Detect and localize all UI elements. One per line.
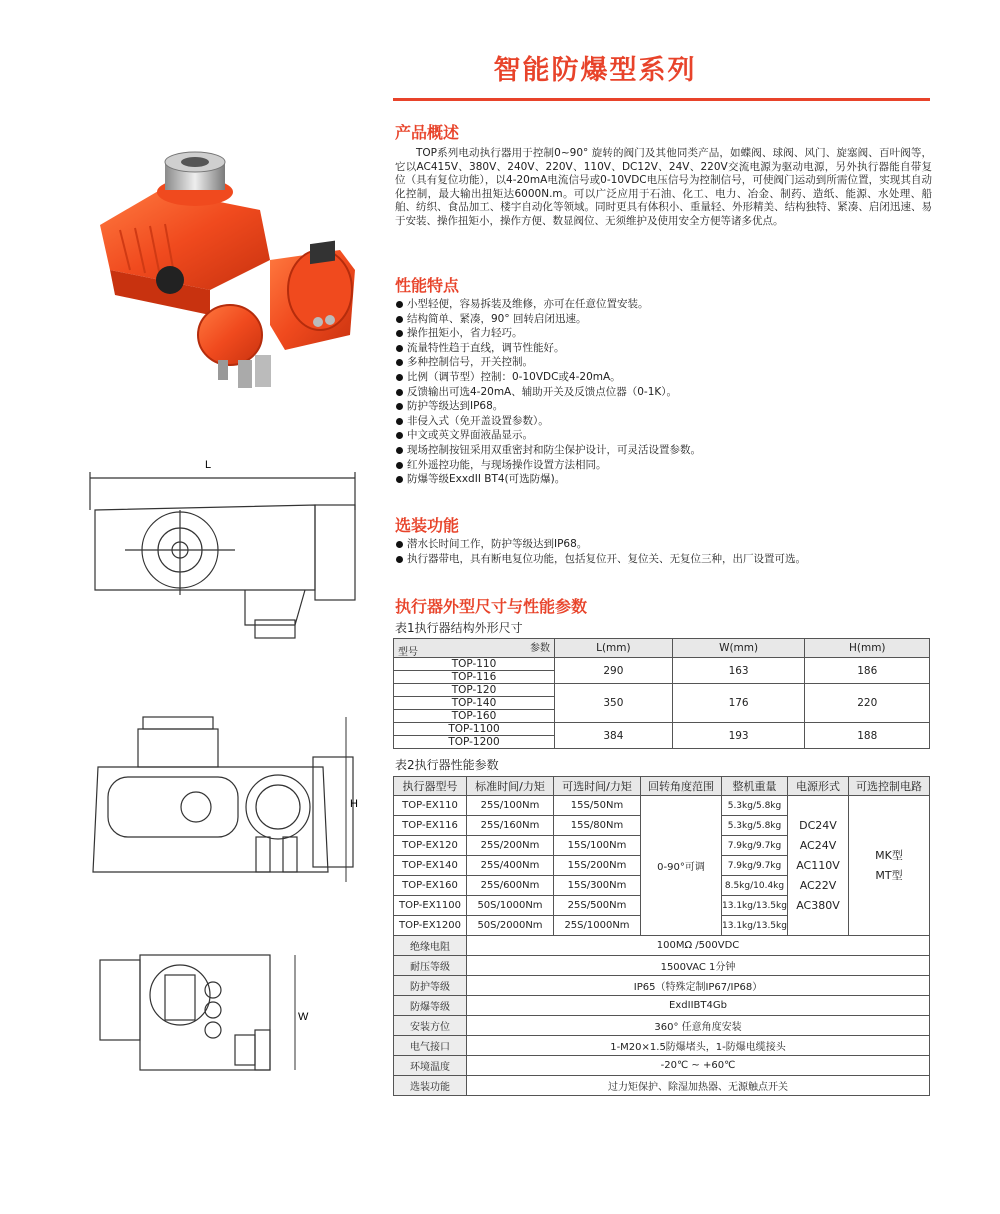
list-item: 防护等级达到IP68。: [395, 399, 701, 414]
control-item: MK型: [875, 848, 903, 862]
model-cell: TOP-1200: [394, 736, 555, 749]
param-label: 电气接口: [394, 1036, 467, 1056]
list-item: 红外遥控功能，与现场操作设置方法相同。: [395, 458, 701, 473]
table-cell: 25S/500Nm: [554, 896, 641, 916]
power-item: AC22V: [799, 878, 837, 892]
table-cell: 13.1kg/13.5kg: [722, 916, 788, 936]
table-cell: 15S/50Nm: [554, 796, 641, 816]
overview-text: TOP系列电动执行器用于控制0~90° 旋转的阀门及其他同类产品，如蝶阀、球阀、风门、旋塞阀、百叶阀等，它以AC415V、380V、240V、220V、110V、DC12V、24V、220V交流电源为驱动电源，另外执行器能自带复位（具有复位功能），以4-20mA电流信号或0-10VDC电压信号为控制信号，可使阀门运动到所需位置，实现其自动化控制，最大输出扭矩达6000N.m。可以广泛应用于石油、化工、电力、冶金、制药、造纸、能源、水处理、船舶、纺织、食品加工、楼宇自动化等领域。同时更具有体积小、重量轻、外形精美、结构独特、紧凑、启闭迅速、易于安装、操作扭矩小，操作方便、数显阀位、无须维护及使用安全方便等诸多优点。: [395, 147, 932, 227]
table-cell: 25S/600Nm: [467, 876, 554, 896]
value-cell: 193: [672, 723, 805, 749]
dim-W-label: W: [298, 1011, 309, 1023]
table-cell: 25S/100Nm: [467, 796, 554, 816]
column-header: W(mm): [672, 639, 805, 658]
dimension-table: [393, 638, 930, 749]
column-header: H(mm): [805, 639, 930, 658]
dim-H-label: H: [350, 798, 358, 810]
table-cell: TOP-EX1200: [394, 916, 467, 936]
table-cell: 15S/80Nm: [554, 816, 641, 836]
column-header: 回转角度范围: [641, 777, 722, 796]
list-item: 流量特性趋于直线，调节性能好。: [395, 341, 701, 356]
param-label: 绝缘电阻: [394, 936, 467, 956]
dim-L-label: L: [205, 459, 212, 471]
model-cell: TOP-116: [394, 671, 555, 684]
power-item: AC24V: [799, 838, 837, 852]
table-cell: 50S/2000Nm: [467, 916, 554, 936]
power-item: AC380V: [796, 898, 840, 912]
list-item: 现场控制按钮采用双重密封和防尘保护设计，可灵活设置参数。: [395, 443, 701, 458]
power-item: AC110V: [796, 858, 840, 872]
list-item: 比例（调节型）控制：0-10VDC或4-20mA。: [395, 370, 701, 385]
features-heading: 性能特点: [395, 276, 460, 295]
list-item: 多种控制信号，开关控制。: [395, 355, 701, 370]
table-cell: 8.5kg/10.4kg: [722, 876, 788, 896]
value-cell: 188: [805, 723, 930, 749]
param-label: 防爆等级: [394, 996, 467, 1016]
column-header: 整机重量: [722, 777, 788, 796]
table-cell: TOP-EX140: [394, 856, 467, 876]
column-header: L(mm): [555, 639, 673, 658]
table-cell: 5.3kg/5.8kg: [722, 816, 788, 836]
list-item: 结构简单、紧凑，90° 回转启闭迅速。: [395, 312, 701, 327]
column-header: 执行器型号: [394, 777, 467, 796]
table-cell: 15S/100Nm: [554, 836, 641, 856]
corner-top-label: 参数: [530, 643, 550, 654]
param-value: 100MΩ /500VDC: [467, 936, 930, 956]
table-corner-cell: [394, 639, 555, 658]
table-cell: 5.3kg/5.8kg: [722, 796, 788, 816]
param-value: ExdⅠIBT4Gb: [467, 996, 930, 1016]
value-cell: 350: [555, 684, 673, 723]
column-header: 可选时间/力矩: [554, 777, 641, 796]
table-cell: TOP-EX120: [394, 836, 467, 856]
table1-caption: 表1执行器结构外形尺寸: [395, 621, 523, 635]
model-cell: TOP-140: [394, 697, 555, 710]
param-label: 环境温度: [394, 1056, 467, 1076]
front-view-drawing: [88, 712, 358, 887]
table-cell: 25S/1000Nm: [554, 916, 641, 936]
model-cell: TOP-120: [394, 684, 555, 697]
value-cell: 186: [805, 658, 930, 684]
param-label: 选装功能: [394, 1076, 467, 1096]
column-header: 可选控制电路: [848, 777, 929, 796]
features-list: [395, 297, 701, 487]
specs-heading: 执行器外型尺寸与性能参数: [395, 597, 588, 616]
list-item: 操作扭矩小，省力轻巧。: [395, 326, 701, 341]
model-cell: TOP-160: [394, 710, 555, 723]
param-value: 1-M20×1.5防爆堵头，1-防爆电缆接头: [467, 1036, 930, 1056]
top-view-drawing: [95, 950, 310, 1075]
table-cell: 50S/1000Nm: [467, 896, 554, 916]
list-item: 小型轻便，容易拆装及维修，亦可在任意位置安装。: [395, 297, 701, 312]
power-cell: [787, 796, 848, 936]
table-cell: 7.9kg/9.7kg: [722, 836, 788, 856]
table-cell: 25S/400Nm: [467, 856, 554, 876]
table-cell: TOP-EX116: [394, 816, 467, 836]
table-cell: TOP-EX160: [394, 876, 467, 896]
corner-bottom-label: 型号: [398, 647, 418, 658]
product-photo: [90, 150, 365, 400]
table-cell: TOP-EX1100: [394, 896, 467, 916]
power-item: DC24V: [799, 818, 837, 832]
options-heading: 选装功能: [395, 516, 460, 535]
value-cell: 220: [805, 684, 930, 723]
param-label: 防护等级: [394, 976, 467, 996]
title-rule: [393, 98, 930, 101]
performance-table: [393, 776, 930, 1096]
param-value: 过力矩保护、除湿加热器、无源触点开关: [467, 1076, 930, 1096]
list-item: 反馈输出可选4-20mA、辅助开关及反馈点位器（0-1K）。: [395, 385, 701, 400]
param-value: 1500VAC 1分钟: [467, 956, 930, 976]
side-view-drawing: [85, 450, 365, 645]
table-cell: 25S/160Nm: [467, 816, 554, 836]
param-label: 安装方位: [394, 1016, 467, 1036]
list-item: 防爆等级ExxdII BT4(可选防爆)。: [395, 472, 701, 487]
value-cell: 290: [555, 658, 673, 684]
list-item: 执行器带电，具有断电复位功能，包括复位开、复位关、无复位三种，出厂设置可选。: [395, 552, 806, 567]
table-cell: 7.9kg/9.7kg: [722, 856, 788, 876]
table-cell: 13.1kg/13.5kg: [722, 896, 788, 916]
param-value: IP65（特殊定制IP67/IP68）: [467, 976, 930, 996]
param-label: 耐压等级: [394, 956, 467, 976]
column-header: 电源形式: [787, 777, 848, 796]
control-cell: [848, 796, 929, 936]
param-value: -20℃ ~ +60℃: [467, 1056, 930, 1076]
value-cell: 163: [672, 658, 805, 684]
table2-caption: 表2执行器性能参数: [395, 758, 499, 772]
model-cell: TOP-110: [394, 658, 555, 671]
list-item: 中文或英文界面液晶显示。: [395, 428, 701, 443]
list-item: 潜水长时间工作，防护等级达到IP68。: [395, 537, 806, 552]
table-cell: TOP-EX110: [394, 796, 467, 816]
page-title: 智能防爆型系列: [493, 55, 697, 86]
table-cell: 15S/200Nm: [554, 856, 641, 876]
value-cell: 176: [672, 684, 805, 723]
column-header: 标准时间/力矩: [467, 777, 554, 796]
overview-heading: 产品概述: [395, 123, 460, 142]
options-list: [395, 537, 806, 566]
list-item: 非侵入式（免开盖设置参数）。: [395, 414, 701, 429]
param-value: 360° 任意角度安装: [467, 1016, 930, 1036]
model-cell: TOP-1100: [394, 723, 555, 736]
table-cell: 15S/300Nm: [554, 876, 641, 896]
table-cell: 25S/200Nm: [467, 836, 554, 856]
angle-cell: 0-90°可调: [641, 796, 722, 936]
control-item: MT型: [875, 868, 903, 882]
value-cell: 384: [555, 723, 673, 749]
